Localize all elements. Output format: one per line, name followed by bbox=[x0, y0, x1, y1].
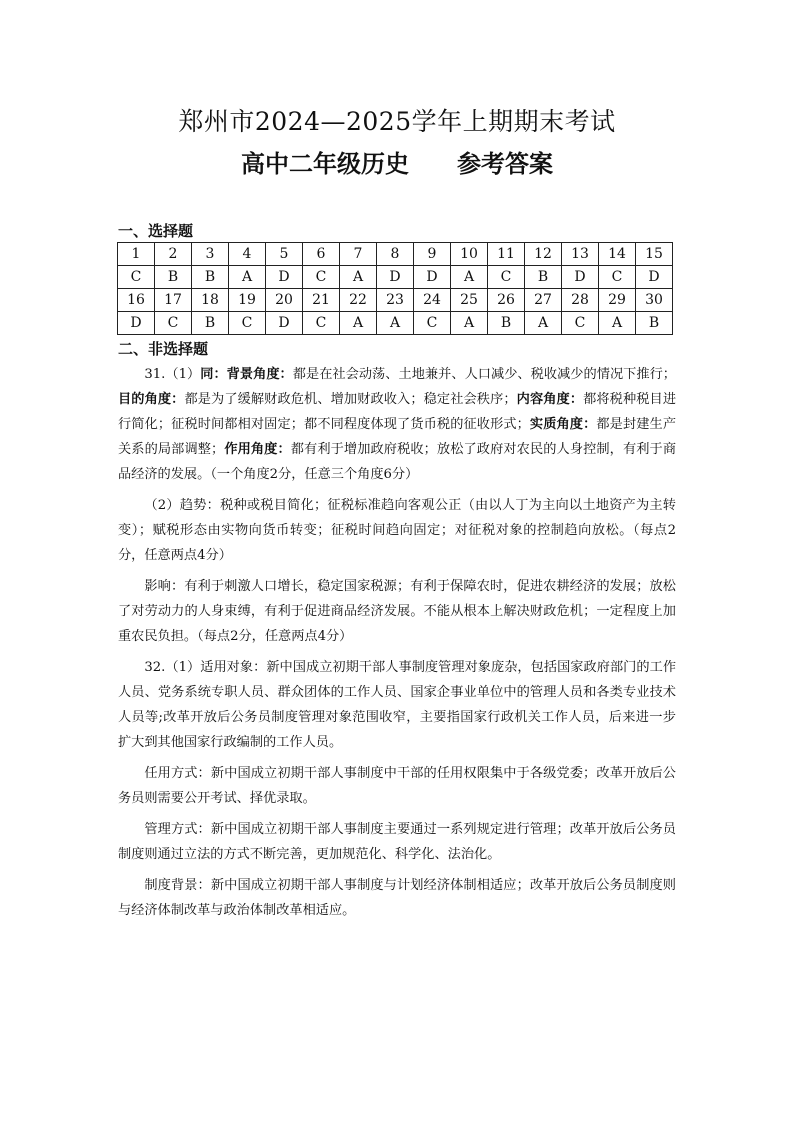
question-number-cell: 17 bbox=[155, 289, 192, 312]
q32-management: 管理方式：新中国成立初期干部人事制度主要通过一系列规定进行管理；改革开放后公务员制度则通过立法的方式不断完善，更加规范化、科学化、法治化。 bbox=[118, 822, 676, 862]
question-number-row bbox=[118, 289, 673, 312]
answer-cell: B bbox=[192, 266, 229, 289]
answer-cell: C bbox=[229, 312, 266, 335]
answer-cell: D bbox=[118, 312, 155, 335]
answer-cell: A bbox=[377, 312, 414, 335]
answer-row bbox=[118, 312, 673, 335]
q31-part1: 31.（1）同：背景角度：都是在社会动荡、土地兼并、人口减少、税收减少的情况下推行；目的角度：都是为了缓解财政危机、增加财政收入；稳定社会秩序；内容角度：都将税种税目进行简化；征税时间都相对固定；都不同程度体现了货币税的征收形式；实质角度：都是封建生产关系的局部调整；作用角度：都有利于增加政府税收；放松了政府对农民的人身控制，有利于商品经济的发展。（一个角度2分，任意三个角度6分） bbox=[118, 367, 677, 482]
question-number-cell: 2 bbox=[155, 243, 192, 266]
question-number-cell: 15 bbox=[636, 243, 673, 266]
answer-key-label: 参考答案 bbox=[457, 150, 553, 178]
question-number-cell: 13 bbox=[562, 243, 599, 266]
question-number-cell: 21 bbox=[303, 289, 340, 312]
question-number-cell: 19 bbox=[229, 289, 266, 312]
answer-cell: A bbox=[340, 312, 377, 335]
answer-cell: C bbox=[488, 266, 525, 289]
answer-cell: C bbox=[303, 266, 340, 289]
q32-part1: 32.（1）适用对象：新中国成立初期干部人事制度管理对象庞杂，包括国家政府部门的工作人员、党务系统专职人员、群众团体的工作人员、国家企事业单位中的管理人员和各类专业技术人员等;改革开放后公务员制度管理对象范围收窄，主要指国家行政机关工作人员，后来进一步扩大到其他国家行政编制的工作人员。 bbox=[118, 660, 676, 750]
question-number-cell: 23 bbox=[377, 289, 414, 312]
question-number-cell: 27 bbox=[525, 289, 562, 312]
q32-background: 制度背景：新中国成立初期干部人事制度与计划经济体制相适应；改革开放后公务员制度则与经济体制改革与政治体制改革相适应。 bbox=[118, 878, 676, 918]
q32-appointment: 任用方式：新中国成立初期干部人事制度中干部的任用权限集中于各级党委；改革开放后公务员则需要公开考试、择优录取。 bbox=[118, 766, 676, 806]
answer-cell: C bbox=[303, 312, 340, 335]
question-number-cell: 5 bbox=[266, 243, 303, 266]
answer-cell: B bbox=[155, 266, 192, 289]
question-number-row bbox=[118, 243, 673, 266]
question-number-cell: 7 bbox=[340, 243, 377, 266]
question-number-cell: 10 bbox=[451, 243, 488, 266]
exam-title: 郑州市2024—2025学年上期期末考试 bbox=[178, 107, 616, 136]
answer-cell: B bbox=[488, 312, 525, 335]
answer-cell: D bbox=[414, 266, 451, 289]
question-number-cell: 16 bbox=[118, 289, 155, 312]
section-heading-nonchoice: 二、非选择题 bbox=[118, 340, 209, 358]
answer-cell: A bbox=[229, 266, 266, 289]
question-number-cell: 12 bbox=[525, 243, 562, 266]
question-number-cell: 29 bbox=[599, 289, 636, 312]
exam-subtitle bbox=[0, 144, 794, 179]
question-number-cell: 1 bbox=[118, 243, 155, 266]
answer-cell: A bbox=[525, 312, 562, 335]
question-number-cell: 28 bbox=[562, 289, 599, 312]
answer-cell: B bbox=[636, 312, 673, 335]
question-number-cell: 22 bbox=[340, 289, 377, 312]
question-number-cell: 26 bbox=[488, 289, 525, 312]
answer-cell: A bbox=[340, 266, 377, 289]
answer-cell: C bbox=[118, 266, 155, 289]
answer-cell: A bbox=[599, 312, 636, 335]
answer-cell: C bbox=[155, 312, 192, 335]
q31-influence: 影响：有利于刺激人口增长，稳定国家税源；有利于保障农时，促进农耕经济的发展；放松了对劳动力的人身束缚，有利于促进商品经济发展。不能从根本上解决财政危机；一定程度上加重农民负担。（每点2分，任意两点4分） bbox=[118, 579, 676, 644]
answer-table bbox=[117, 242, 673, 335]
question-number-cell: 3 bbox=[192, 243, 229, 266]
question-number-cell: 20 bbox=[266, 289, 303, 312]
answer-cell: B bbox=[192, 312, 229, 335]
answer-cell: D bbox=[266, 266, 303, 289]
question-number-cell: 25 bbox=[451, 289, 488, 312]
q31-part2: （2）趋势：税种或税目简化；征税标准趋向客观公正（由以人丁为主向以土地资产为主转变）；赋税形态由实物向货币转变；征税时间趋向固定；对征税对象的控制趋向放松。（每点2分，任意两点4分） bbox=[118, 498, 676, 563]
answer-cell: C bbox=[562, 312, 599, 335]
section-heading-choice: 一、选择题 bbox=[118, 222, 194, 240]
answer-cell: C bbox=[599, 266, 636, 289]
answer-cell: C bbox=[414, 312, 451, 335]
answer-cell: D bbox=[377, 266, 414, 289]
question-number-cell: 6 bbox=[303, 243, 340, 266]
question-number-cell: 14 bbox=[599, 243, 636, 266]
answer-cell: A bbox=[451, 266, 488, 289]
answer-cell: A bbox=[451, 312, 488, 335]
answer-cell: D bbox=[636, 266, 673, 289]
answer-cell: D bbox=[266, 312, 303, 335]
answer-row bbox=[118, 266, 673, 289]
question-number-cell: 11 bbox=[488, 243, 525, 266]
subject-label: 高中二年级历史 bbox=[241, 150, 409, 178]
question-number-cell: 8 bbox=[377, 243, 414, 266]
question-number-cell: 18 bbox=[192, 289, 229, 312]
question-number-cell: 30 bbox=[636, 289, 673, 312]
question-number-cell: 24 bbox=[414, 289, 451, 312]
answer-cell: B bbox=[525, 266, 562, 289]
answers-body bbox=[118, 362, 676, 929]
question-number-cell: 4 bbox=[229, 243, 266, 266]
answer-cell: D bbox=[562, 266, 599, 289]
question-number-cell: 9 bbox=[414, 243, 451, 266]
